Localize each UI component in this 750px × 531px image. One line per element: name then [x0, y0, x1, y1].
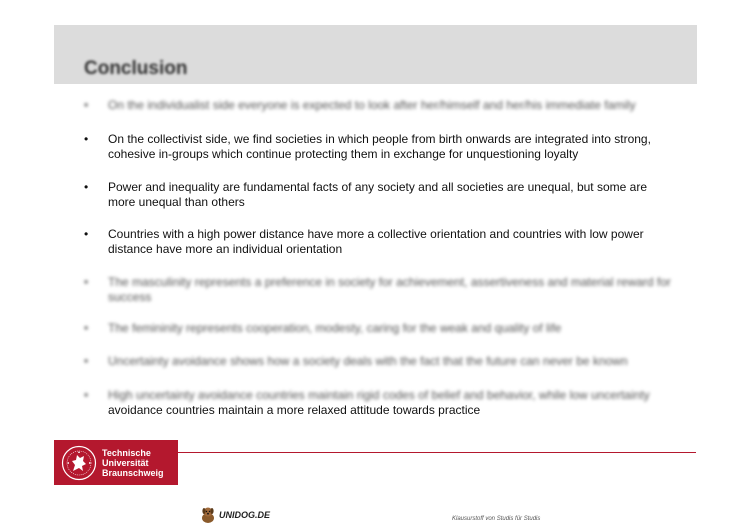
bullet-text-blurred-line: High uncertainty avoidance countries maintain rigid codes of belief and behavior, while low uncertainty: [108, 388, 650, 402]
bullet-dot: •: [84, 354, 89, 368]
bullet-text: Countries with a high power distance have more a collective orientation and countries with low power distance have more an individual orientation: [108, 227, 644, 256]
slide-title: Conclusion: [84, 58, 188, 79]
bullet-dot: •: [84, 388, 89, 402]
unidog-wordmark: UNIDOG.DE: [219, 510, 271, 520]
bullet-text: On the individualist side everyone is expected to look after her/himself and her/his immediate family: [108, 98, 636, 112]
university-seal-icon: [61, 445, 97, 481]
bullet-text: Power and inequality are fundamental facts of any society and all societies are unequal, but some are more unequal than others: [108, 180, 647, 209]
bullet-uncertainty-avoidance: [84, 354, 674, 369]
bullet-power-inequality: [84, 180, 674, 210]
bullet-text: The femininity represents cooperation, modesty, caring for the weak and quality of life: [108, 321, 562, 335]
bullet-power-distance: [84, 227, 674, 257]
bullet-dot: •: [84, 321, 89, 335]
bullet-collectivist: [84, 132, 674, 162]
bullet-dot: •: [84, 227, 89, 241]
bullet-high-uncertainty: [84, 388, 674, 418]
bullet-text: The masculinity represents a preference in society for achievement, assertiveness and material reward for success: [108, 275, 671, 304]
dog-mascot-icon: [198, 505, 218, 525]
logo-line-1: Technische: [102, 447, 151, 458]
footer-rule: [178, 452, 696, 453]
bullet-femininity: [84, 321, 674, 336]
footer-note: Klausurstoff von Studis für Studis: [452, 516, 541, 522]
bullet-text-visible-line: avoidance countries maintain a more relaxed attitude towards practice: [108, 403, 481, 417]
bullet-dot: •: [84, 180, 89, 194]
bullet-dot: •: [84, 275, 89, 289]
bullet-dot: •: [84, 132, 89, 146]
unidog-brand: [198, 505, 270, 525]
bullet-individualist: [84, 98, 674, 113]
bullet-text: [108, 388, 674, 418]
logo-wordmark: [102, 448, 164, 478]
logo-line-2: Universität: [102, 457, 149, 468]
logo-line-3: Braunschweig: [102, 467, 164, 478]
bullet-text: On the collectivist side, we find societies in which people from birth onwards are integrated into strong, cohesive in-groups which continue protecting them in exchange for unquestioning loyalty: [108, 132, 651, 161]
tu-braunschweig-logo: [54, 440, 178, 485]
bullet-dot: •: [84, 98, 89, 112]
bullet-masculinity: [84, 275, 674, 305]
bullet-text: Uncertainty avoidance shows how a society deals with the fact that the future can never be known: [108, 354, 628, 368]
